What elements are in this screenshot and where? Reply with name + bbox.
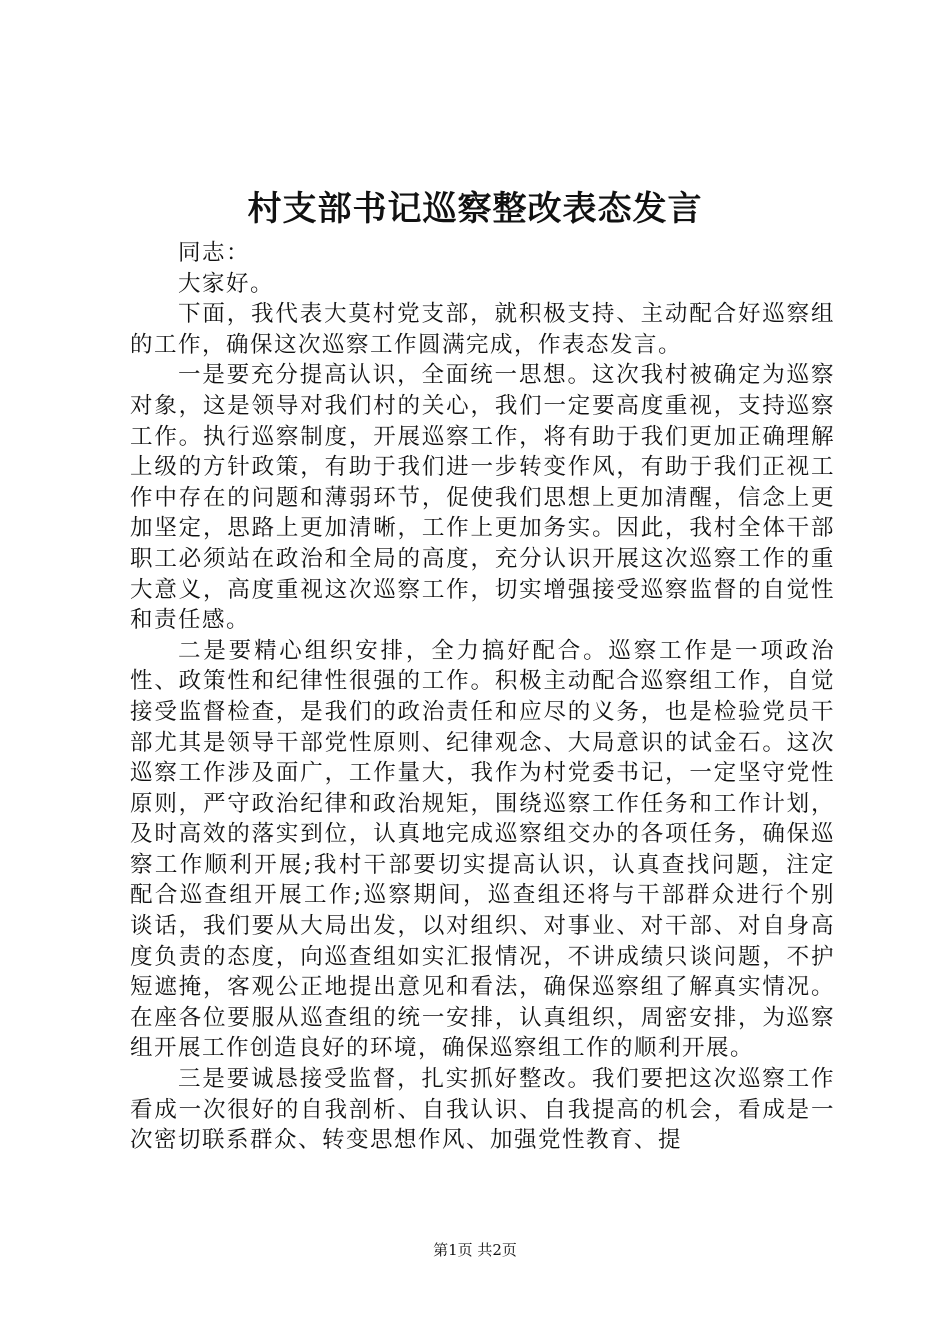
document-title: 村支部书记巡察整改表态发言 <box>247 189 703 229</box>
greeting: 大家好。 <box>178 270 275 297</box>
intro-paragraph: 下面，我代表大莫村党支部，就积极支持、主动配合好巡察组的工作，确保这次巡察工作圆满完成，作表态发言。 <box>130 301 835 358</box>
point-one-paragraph: 一是要充分提高认识，全面统一思想。这次我村被确定为巡察对象，这是领导对我们村的关心，我们一定要高度重视，支持巡察工作。执行巡察制度，开展巡察工作，将有助于我们更加正确理解上级的方针政策，有助于我们进一步转变作风，有助于我们正视工作中存在的问题和薄弱环节，促使我们思想上更加清醒，信念上更加坚定，思路上更加清晰，工作上更加务实。因此，我村全体干部职工必须站在政治和全局的高度，充分认识开展这次巡察工作的重大意义，高度重视这次巡察工作，切实增强接受巡察监督的自觉性和责任感。 <box>130 362 835 634</box>
point-two-paragraph: 二是要精心组织安排，全力搞好配合。巡察工作是一项政治性、政策性和纪律性很强的工作。积极主动配合巡察组工作，自觉接受监督检查，是我们的政治责任和应尽的义务，也是检验党员干部尤其是领导干部党性原则、纪律观念、大局意识的试金石。这次巡察工作涉及面广，工作量大，我作为村党委书记，一定坚守党性原则，严守政治纪律和政治规矩，围绕巡察工作任务和工作计划，及时高效的落实到位，认真地完成巡察组交办的各项任务，确保巡察工作顺利开展;我村干部要切实提高认识，认真查找问题，注定配合巡查组开展工作;巡察期间，巡查组还将与干部群众进行个别谈话，我们要从大局出发，以对组织、对事业、对干部、对自身高度负责的态度，向巡查组如实汇报情况，不讲成绩只谈问题，不护短遮掩，客观公正地提出意见和看法，确保巡察组了解真实情况。在座各位要服从巡查组的统一安排，认真组织，周密安排，为巡察组开展工作创造良好的环境，确保巡察组工作的顺利开展。 <box>130 637 835 1062</box>
document-body <box>130 238 835 1156</box>
point-three-paragraph: 三是要诚恳接受监督，扎实抓好整改。我们要把这次巡察工作看成一次很好的自我剖析、自我认识、自我提高的机会，看成是一次密切联系群众、转变思想作风、加强党性教育、提 <box>130 1066 835 1154</box>
page-footer: 第1页 共2页 <box>433 1241 517 1259</box>
salutation: 同志： <box>178 240 251 266</box>
